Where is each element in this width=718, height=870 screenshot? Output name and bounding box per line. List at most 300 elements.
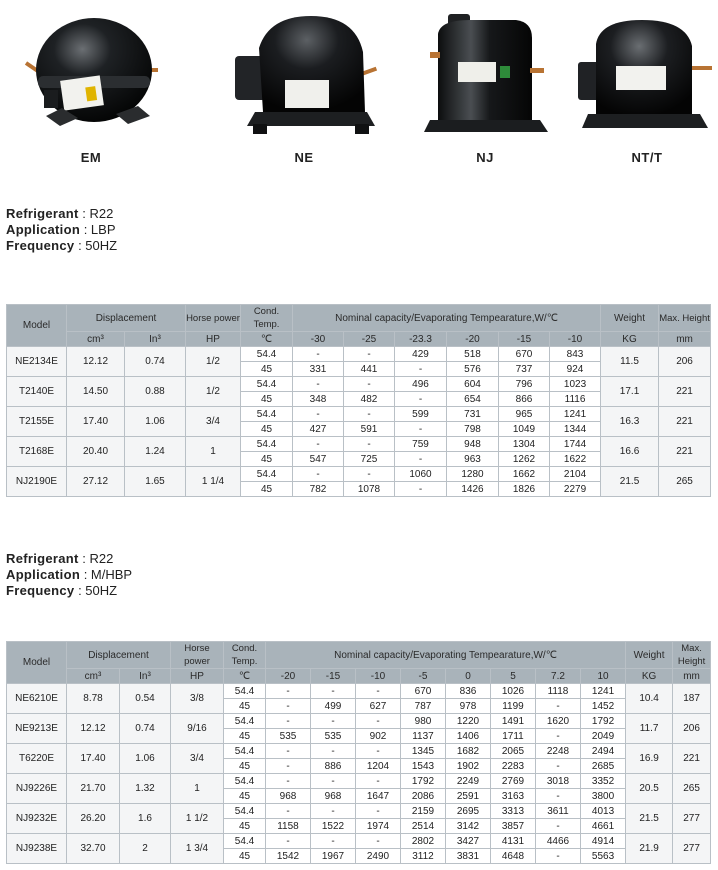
- cond-temp-cell: 54.4: [241, 437, 293, 452]
- cond-temp-cell: 45: [241, 452, 293, 467]
- capacity-cell: 2279: [550, 482, 601, 497]
- capacity-cell: 924: [550, 362, 601, 377]
- capacity-cell: 782: [293, 482, 344, 497]
- cond-temp-cell: 45: [224, 849, 266, 864]
- capacity-cell: 1974: [356, 819, 401, 834]
- cond-temp-cell: 45: [224, 729, 266, 744]
- capacity-cell: 3857: [491, 819, 536, 834]
- capacity-cell: 2248: [536, 744, 581, 759]
- capacity-cell: 2249: [446, 774, 491, 789]
- capacity-cell: 1491: [491, 714, 536, 729]
- cond-temp-cell: 45: [241, 362, 293, 377]
- capacity-cell: 599: [395, 407, 447, 422]
- capacity-cell: -: [293, 437, 344, 452]
- capacity-cell: 2086: [401, 789, 446, 804]
- capacity-cell: 3163: [491, 789, 536, 804]
- cond-temp-cell: 45: [224, 759, 266, 774]
- info-key: Refrigerant: [6, 206, 79, 221]
- cond-temp-cell: 45: [224, 789, 266, 804]
- capacity-cell: 3831: [446, 849, 491, 864]
- capacity-cell: 948: [447, 437, 499, 452]
- horse-power-cell: 1: [186, 437, 241, 467]
- capacity-cell: -: [356, 804, 401, 819]
- capacity-cell: 980: [401, 714, 446, 729]
- capacity-cell: -: [311, 714, 356, 729]
- displacement-in3-cell: 1.24: [125, 437, 186, 467]
- info-value: 50HZ: [85, 238, 118, 253]
- displacement-cm3-cell: 20.40: [67, 437, 125, 467]
- compressor-nj-photo: [410, 8, 560, 143]
- weight-cell: 16.3: [601, 407, 659, 437]
- model-cell: NJ2190E: [7, 467, 67, 497]
- unit-in3: In³: [125, 332, 186, 347]
- table-row: [7, 407, 711, 422]
- capacity-cell: 1304: [499, 437, 550, 452]
- evap-temp: -10: [356, 669, 401, 684]
- table-row: [7, 804, 711, 819]
- info-value: R22: [89, 551, 114, 566]
- displacement-cm3-cell: 14.50: [67, 377, 125, 407]
- capacity-cell: -: [395, 422, 447, 437]
- capacity-cell: -: [293, 467, 344, 482]
- capacity-cell: 2049: [581, 729, 626, 744]
- capacity-cell: 1682: [446, 744, 491, 759]
- capacity-cell: 963: [447, 452, 499, 467]
- capacity-cell: 1241: [550, 407, 601, 422]
- capacity-cell: -: [356, 774, 401, 789]
- capacity-cell: 1967: [311, 849, 356, 864]
- capacity-cell: 518: [447, 347, 499, 362]
- table-row: [7, 684, 711, 699]
- compressor-ne-photo: [229, 8, 379, 143]
- info-key: Frequency: [6, 238, 75, 253]
- capacity-cell: 2591: [446, 789, 491, 804]
- capacity-cell: 3313: [491, 804, 536, 819]
- displacement-cm3-cell: 21.70: [67, 774, 120, 804]
- displacement-in3-cell: 1.06: [120, 744, 171, 774]
- horse-power-cell: 3/4: [186, 407, 241, 437]
- capacity-cell: 1204: [356, 759, 401, 774]
- horse-power-cell: 1 3/4: [171, 834, 224, 864]
- displacement-cm3-cell: 8.78: [67, 684, 120, 714]
- displacement-cm3-cell: 26.20: [67, 804, 120, 834]
- capacity-cell: -: [293, 377, 344, 392]
- info-value: M/HBP: [90, 567, 133, 582]
- unit-kg: KG: [626, 669, 673, 684]
- capacity-cell: 787: [401, 699, 446, 714]
- capacity-cell: 535: [311, 729, 356, 744]
- capacity-cell: -: [395, 482, 447, 497]
- header-displacement: Displacement: [67, 642, 171, 669]
- horse-power-cell: 3/8: [171, 684, 224, 714]
- compressor-ntt-photo: [572, 8, 718, 143]
- capacity-cell: 1262: [499, 452, 550, 467]
- capacity-cell: -: [293, 407, 344, 422]
- capacity-cell: 1620: [536, 714, 581, 729]
- table-row: [7, 834, 711, 849]
- compressor-ntt-label: NT/T: [631, 150, 663, 165]
- capacity-cell: 965: [499, 407, 550, 422]
- displacement-cm3-cell: 27.12: [67, 467, 125, 497]
- capacity-cell: 441: [344, 362, 395, 377]
- displacement-cm3-cell: 12.12: [67, 714, 120, 744]
- info-value: LBP: [90, 222, 116, 237]
- displacement-in3-cell: 1.32: [120, 774, 171, 804]
- capacity-cell: -: [395, 452, 447, 467]
- capacity-cell: 1116: [550, 392, 601, 407]
- capacity-cell: 4648: [491, 849, 536, 864]
- capacity-cell: -: [356, 714, 401, 729]
- capacity-cell: 3352: [581, 774, 626, 789]
- weight-cell: 21.5: [601, 467, 659, 497]
- displacement-cm3-cell: 17.40: [67, 407, 125, 437]
- displacement-cm3-cell: 17.40: [67, 744, 120, 774]
- displacement-in3-cell: 0.74: [125, 347, 186, 377]
- capacity-cell: 1902: [446, 759, 491, 774]
- capacity-cell: 427: [293, 422, 344, 437]
- capacity-cell: -: [344, 437, 395, 452]
- unit-celsius: ℃: [241, 332, 293, 347]
- cond-temp-cell: 45: [241, 392, 293, 407]
- max-height-cell: 206: [673, 714, 711, 744]
- unit-hp: HP: [186, 332, 241, 347]
- capacity-cell: 5563: [581, 849, 626, 864]
- cond-temp-cell: 45: [224, 699, 266, 714]
- info-key: Frequency: [6, 583, 75, 598]
- capacity-cell: 3611: [536, 804, 581, 819]
- capacity-cell: -: [344, 467, 395, 482]
- model-cell: NE6210E: [7, 684, 67, 714]
- capacity-cell: 836: [446, 684, 491, 699]
- capacity-cell: 3800: [581, 789, 626, 804]
- max-height-cell: 221: [659, 437, 711, 467]
- capacity-cell: 2769: [491, 774, 536, 789]
- capacity-cell: 1542: [266, 849, 311, 864]
- max-height-cell: 221: [673, 744, 711, 774]
- cond-temp-cell: 45: [241, 422, 293, 437]
- weight-cell: 17.1: [601, 377, 659, 407]
- evap-temp: -15: [311, 669, 356, 684]
- capacity-cell: -: [536, 759, 581, 774]
- model-cell: T2140E: [7, 377, 67, 407]
- header-cond-temp: Cond. Temp.: [224, 642, 266, 669]
- capacity-cell: -: [356, 684, 401, 699]
- compressor-ne-label: NE: [294, 150, 314, 165]
- unit-kg: KG: [601, 332, 659, 347]
- capacity-cell: 759: [395, 437, 447, 452]
- max-height-cell: 206: [659, 347, 711, 377]
- horse-power-cell: 9/16: [171, 714, 224, 744]
- weight-cell: 21.5: [626, 804, 673, 834]
- capacity-cell: 731: [447, 407, 499, 422]
- capacity-cell: 968: [266, 789, 311, 804]
- capacity-cell: 2685: [581, 759, 626, 774]
- capacity-cell: -: [311, 744, 356, 759]
- capacity-cell: -: [395, 392, 447, 407]
- capacity-cell: 1826: [499, 482, 550, 497]
- capacity-cell: 1241: [581, 684, 626, 699]
- capacity-cell: 547: [293, 452, 344, 467]
- capacity-cell: 1078: [344, 482, 395, 497]
- capacity-cell: 1662: [499, 467, 550, 482]
- capacity-cell: 1622: [550, 452, 601, 467]
- info-value: R22: [89, 206, 114, 221]
- table-row: [7, 714, 711, 729]
- capacity-cell: -: [293, 347, 344, 362]
- displacement-in3-cell: 1.6: [120, 804, 171, 834]
- capacity-cell: -: [536, 849, 581, 864]
- capacity-cell: 1792: [581, 714, 626, 729]
- max-height-cell: 265: [659, 467, 711, 497]
- evap-temp: -30: [293, 332, 344, 347]
- frequency-line: Frequency : 50HZ: [6, 238, 118, 253]
- displacement-cm3-cell: 12.12: [67, 347, 125, 377]
- horse-power-cell: 1/2: [186, 377, 241, 407]
- capacity-cell: 499: [311, 699, 356, 714]
- header-displacement: Displacement: [67, 305, 186, 332]
- capacity-cell: 1647: [356, 789, 401, 804]
- capacity-cell: 1522: [311, 819, 356, 834]
- header-max-height: Max. Height: [673, 642, 711, 669]
- displacement-in3-cell: 0.88: [125, 377, 186, 407]
- capacity-cell: 902: [356, 729, 401, 744]
- capacity-cell: -: [266, 804, 311, 819]
- capacity-cell: 670: [499, 347, 550, 362]
- max-height-cell: 221: [659, 407, 711, 437]
- horse-power-cell: 1 1/4: [186, 467, 241, 497]
- application-line: Application : LBP: [6, 222, 116, 237]
- capacity-cell: 496: [395, 377, 447, 392]
- weight-cell: 21.9: [626, 834, 673, 864]
- evap-temp: -23.3: [395, 332, 447, 347]
- capacity-cell: -: [356, 834, 401, 849]
- capacity-cell: 1199: [491, 699, 536, 714]
- capacity-cell: 1452: [581, 699, 626, 714]
- displacement-in3-cell: 0.54: [120, 684, 171, 714]
- refrigerant-line: Refrigerant : R22: [6, 206, 114, 221]
- table-body: [7, 684, 711, 864]
- cond-temp-cell: 45: [224, 819, 266, 834]
- capacity-cell: 4013: [581, 804, 626, 819]
- capacity-cell: -: [266, 774, 311, 789]
- refrigerant-line: Refrigerant : R22: [6, 551, 114, 566]
- header-weight: Weight: [626, 642, 673, 669]
- cond-temp-cell: 54.4: [241, 377, 293, 392]
- model-cell: T2155E: [7, 407, 67, 437]
- model-cell: NE2134E: [7, 347, 67, 377]
- evap-temp: 0: [446, 669, 491, 684]
- capacity-cell: 1344: [550, 422, 601, 437]
- unit-in3: In³: [120, 669, 171, 684]
- unit-cm3: cm³: [67, 332, 125, 347]
- capacity-cell: 1220: [446, 714, 491, 729]
- section-1-info: [6, 206, 117, 254]
- capacity-cell: 591: [344, 422, 395, 437]
- evap-temp: 5: [491, 669, 536, 684]
- capacity-cell: 3018: [536, 774, 581, 789]
- capacity-cell: 2490: [356, 849, 401, 864]
- capacity-cell: -: [395, 362, 447, 377]
- unit-celsius: ℃: [224, 669, 266, 684]
- capacity-cell: 968: [311, 789, 356, 804]
- capacity-cell: -: [266, 684, 311, 699]
- horse-power-cell: 1/2: [186, 347, 241, 377]
- evap-temp: 7.2: [536, 669, 581, 684]
- capacity-cell: 1023: [550, 377, 601, 392]
- header-capacity: Nominal capacity/Evaporating Tempearature,W/℃: [293, 305, 601, 332]
- horse-power-cell: 1: [171, 774, 224, 804]
- capacity-cell: 3427: [446, 834, 491, 849]
- capacity-cell: 1406: [446, 729, 491, 744]
- capacity-cell: 737: [499, 362, 550, 377]
- capacity-cell: -: [311, 774, 356, 789]
- max-height-cell: 277: [673, 804, 711, 834]
- capacity-cell: 1158: [266, 819, 311, 834]
- capacity-cell: 1280: [447, 467, 499, 482]
- displacement-in3-cell: 0.74: [120, 714, 171, 744]
- weight-cell: 11.7: [626, 714, 673, 744]
- capacity-cell: -: [311, 684, 356, 699]
- info-value: 50HZ: [85, 583, 118, 598]
- capacity-cell: -: [536, 699, 581, 714]
- compressor-nj-label: NJ: [476, 150, 494, 165]
- capacity-cell: -: [356, 744, 401, 759]
- max-height-cell: 265: [673, 774, 711, 804]
- capacity-cell: 843: [550, 347, 601, 362]
- max-height-cell: 221: [659, 377, 711, 407]
- capacity-cell: 1118: [536, 684, 581, 699]
- table-body: [7, 347, 711, 497]
- table-row: [7, 744, 711, 759]
- capacity-cell: 429: [395, 347, 447, 362]
- capacity-cell: 1049: [499, 422, 550, 437]
- weight-cell: 11.5: [601, 347, 659, 377]
- evap-temp: 10: [581, 669, 626, 684]
- capacity-cell: -: [536, 819, 581, 834]
- frequency-line: Frequency : 50HZ: [6, 583, 118, 598]
- capacity-cell: 4661: [581, 819, 626, 834]
- capacity-cell: 798: [447, 422, 499, 437]
- unit-mm: mm: [673, 669, 711, 684]
- table-row: [7, 377, 711, 392]
- header-horse-power: Horse power: [186, 305, 241, 332]
- spec-table-mhbp: [6, 641, 711, 864]
- capacity-cell: -: [344, 407, 395, 422]
- capacity-cell: 3142: [446, 819, 491, 834]
- info-key: Refrigerant: [6, 551, 79, 566]
- table-row: [7, 347, 711, 362]
- capacity-cell: 1792: [401, 774, 446, 789]
- table-row: [7, 774, 711, 789]
- capacity-cell: 1744: [550, 437, 601, 452]
- displacement-in3-cell: 1.06: [125, 407, 186, 437]
- capacity-cell: 604: [447, 377, 499, 392]
- capacity-cell: 886: [311, 759, 356, 774]
- capacity-cell: 654: [447, 392, 499, 407]
- capacity-cell: 2494: [581, 744, 626, 759]
- compressor-em-label: EM: [80, 150, 102, 165]
- weight-cell: 10.4: [626, 684, 673, 714]
- capacity-cell: 4131: [491, 834, 536, 849]
- unit-hp: HP: [171, 669, 224, 684]
- cond-temp-cell: 54.4: [224, 744, 266, 759]
- capacity-cell: -: [536, 729, 581, 744]
- cond-temp-cell: 54.4: [224, 774, 266, 789]
- capacity-cell: 2159: [401, 804, 446, 819]
- capacity-cell: -: [344, 347, 395, 362]
- capacity-cell: -: [266, 699, 311, 714]
- capacity-cell: 2802: [401, 834, 446, 849]
- table-row: [7, 467, 711, 482]
- section-2-info: [6, 551, 132, 599]
- capacity-cell: 1543: [401, 759, 446, 774]
- info-key: Application: [6, 222, 81, 237]
- capacity-cell: 627: [356, 699, 401, 714]
- spec-table-lbp: [6, 304, 711, 497]
- displacement-cm3-cell: 32.70: [67, 834, 120, 864]
- capacity-cell: 978: [446, 699, 491, 714]
- weight-cell: 20.5: [626, 774, 673, 804]
- capacity-cell: -: [344, 377, 395, 392]
- capacity-cell: 2695: [446, 804, 491, 819]
- displacement-in3-cell: 2: [120, 834, 171, 864]
- cond-temp-cell: 54.4: [241, 347, 293, 362]
- capacity-cell: 2283: [491, 759, 536, 774]
- model-cell: T2168E: [7, 437, 67, 467]
- header-capacity: Nominal capacity/Evaporating Tempearature,W/℃: [266, 642, 626, 669]
- capacity-cell: 2514: [401, 819, 446, 834]
- capacity-cell: -: [266, 744, 311, 759]
- evap-temp: -20: [447, 332, 499, 347]
- capacity-cell: 3112: [401, 849, 446, 864]
- evap-temp: -5: [401, 669, 446, 684]
- header-cond-temp: Cond. Temp.: [241, 305, 293, 332]
- capacity-cell: 670: [401, 684, 446, 699]
- model-cell: T6220E: [7, 744, 67, 774]
- capacity-cell: -: [311, 804, 356, 819]
- cond-temp-cell: 54.4: [224, 834, 266, 849]
- capacity-cell: 1137: [401, 729, 446, 744]
- model-cell: NJ9226E: [7, 774, 67, 804]
- header-weight: Weight: [601, 305, 659, 332]
- evap-temp: -20: [266, 669, 311, 684]
- capacity-cell: -: [311, 834, 356, 849]
- evap-temp: -10: [550, 332, 601, 347]
- header-horse-power: Horse power: [171, 642, 224, 669]
- capacity-cell: 1060: [395, 467, 447, 482]
- capacity-cell: 482: [344, 392, 395, 407]
- cond-temp-cell: 54.4: [241, 467, 293, 482]
- capacity-cell: 1426: [447, 482, 499, 497]
- compressor-photos: [0, 0, 718, 175]
- model-cell: NJ9232E: [7, 804, 67, 834]
- capacity-cell: 725: [344, 452, 395, 467]
- cond-temp-cell: 54.4: [224, 684, 266, 699]
- cond-temp-cell: 54.4: [241, 407, 293, 422]
- max-height-cell: 277: [673, 834, 711, 864]
- capacity-cell: 4914: [581, 834, 626, 849]
- capacity-cell: 576: [447, 362, 499, 377]
- cond-temp-cell: 54.4: [224, 714, 266, 729]
- header-model: Model: [7, 642, 67, 684]
- capacity-cell: 1345: [401, 744, 446, 759]
- displacement-in3-cell: 1.65: [125, 467, 186, 497]
- weight-cell: 16.9: [626, 744, 673, 774]
- capacity-cell: -: [266, 834, 311, 849]
- cond-temp-cell: 45: [241, 482, 293, 497]
- info-key: Application: [6, 567, 81, 582]
- capacity-cell: 866: [499, 392, 550, 407]
